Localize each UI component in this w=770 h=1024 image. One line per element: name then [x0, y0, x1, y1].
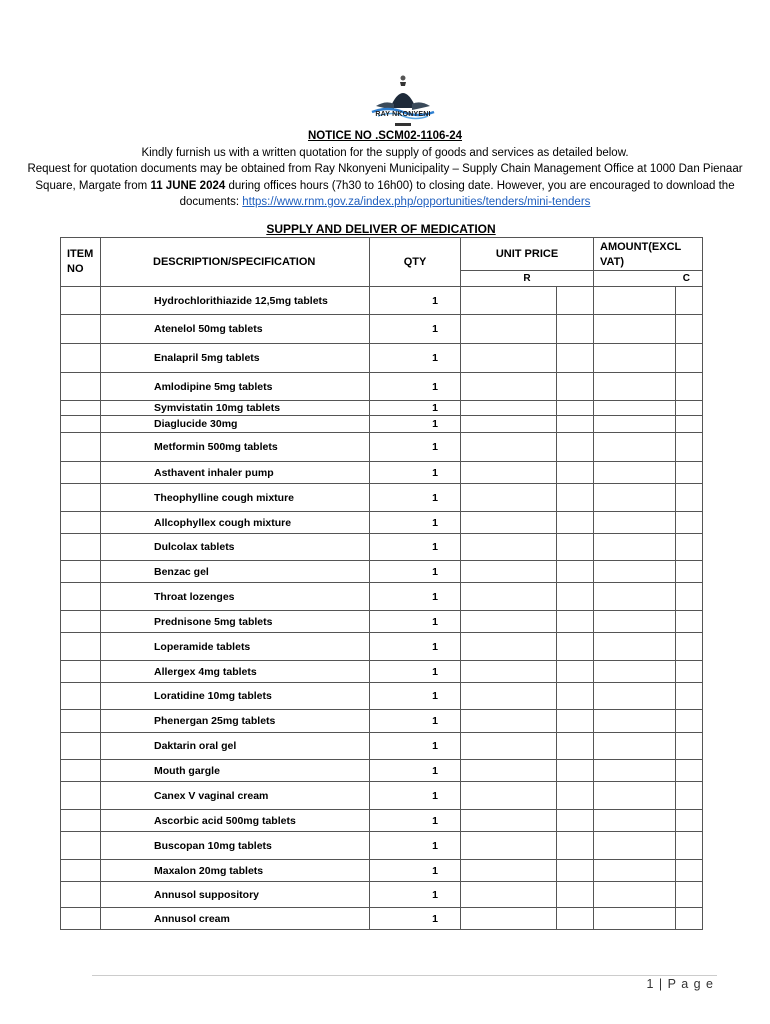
- amount-rand-cell: [594, 373, 676, 401]
- amount-rand-cell: [594, 287, 676, 315]
- description-cell: Hydrochlorithiazide 12,5mg tablets: [101, 287, 370, 315]
- unit-price-rand-cell: [461, 583, 557, 611]
- qty-cell: 1: [370, 534, 461, 561]
- unit-price-rand-cell: [461, 633, 557, 661]
- unit-price-cents-cell: [557, 344, 594, 373]
- description-cell: Daktarin oral gel: [101, 733, 370, 760]
- qty-cell: 1: [370, 583, 461, 611]
- amount-rand-cell: [594, 462, 676, 484]
- unit-price-cents-cell: [557, 561, 594, 583]
- description-cell: Asthavent inhaler pump: [101, 462, 370, 484]
- qty-cell: 1: [370, 484, 461, 512]
- amount-rand-cell: [594, 760, 676, 782]
- unit-price-cents-cell: [557, 416, 594, 433]
- amount-cents-cell: [676, 782, 703, 810]
- notice-number: NOTICE NO .SCM02-1106-24: [307, 130, 463, 142]
- description-cell: Buscopan 10mg tablets: [101, 832, 370, 860]
- qty-cell: 1: [370, 760, 461, 782]
- unit-price-cents-cell: [557, 401, 594, 416]
- unit-price-rand-cell: [461, 611, 557, 633]
- item-no-cell: [61, 683, 101, 710]
- table-row: [61, 733, 703, 760]
- table-row: [61, 882, 703, 908]
- unit-price-cents-cell: [557, 534, 594, 561]
- amount-cents-cell: [676, 810, 703, 832]
- unit-price-cents-cell: [557, 810, 594, 832]
- table-row: [61, 860, 703, 882]
- description-cell: Phenergan 25mg tablets: [101, 710, 370, 733]
- unit-price-rand-cell: [461, 733, 557, 760]
- item-no-cell: [61, 661, 101, 683]
- unit-price-rand-cell: [461, 315, 557, 344]
- item-no-cell: [61, 433, 101, 462]
- table-row: [61, 760, 703, 782]
- qty-cell: 1: [370, 908, 461, 930]
- item-no-cell: [61, 287, 101, 315]
- qty-cell: 1: [370, 611, 461, 633]
- amount-cents-cell: [676, 561, 703, 583]
- unit-price-rand-cell: [461, 561, 557, 583]
- description-cell: Annusol cream: [101, 908, 370, 930]
- amount-cents-cell: [676, 287, 703, 315]
- table-row: [61, 315, 703, 344]
- table-row: [61, 810, 703, 832]
- description-cell: Loperamide tablets: [101, 633, 370, 661]
- description-cell: Prednisone 5mg tablets: [101, 611, 370, 633]
- unit-price-rand-cell: [461, 710, 557, 733]
- table-row: [61, 512, 703, 534]
- unit-price-cents-cell: [557, 782, 594, 810]
- amount-cents-cell: [676, 534, 703, 561]
- qty-cell: 1: [370, 416, 461, 433]
- qty-cell: 1: [370, 433, 461, 462]
- details-text-post: during offices hours (7h30 to 16h00) to closing date. However, you are encouraged to download the documents:: [179, 179, 735, 208]
- table-row: [61, 484, 703, 512]
- item-no-cell: [61, 908, 101, 930]
- amount-rand-cell: [594, 908, 676, 930]
- unit-price-cents-cell: [557, 433, 594, 462]
- logo-text: RAY NKONYENI: [375, 111, 431, 118]
- item-no-cell: [61, 633, 101, 661]
- amount-cents-cell: [676, 760, 703, 782]
- item-no-cell: [61, 561, 101, 583]
- unit-price-cents-cell: [557, 733, 594, 760]
- item-no-cell: [61, 462, 101, 484]
- amount-rand-cell: [594, 315, 676, 344]
- header-description: DESCRIPTION/SPECIFICATION: [101, 238, 370, 287]
- table-row: [61, 683, 703, 710]
- table-row: [61, 832, 703, 860]
- unit-price-rand-cell: [461, 344, 557, 373]
- header-item-no: ITEM NO: [61, 238, 101, 287]
- item-no-cell: [61, 534, 101, 561]
- header-qty: QTY: [370, 238, 461, 287]
- qty-cell: 1: [370, 561, 461, 583]
- qty-cell: 1: [370, 782, 461, 810]
- item-no-cell: [61, 484, 101, 512]
- item-no-cell: [61, 315, 101, 344]
- table-row: [61, 710, 703, 733]
- amount-cents-cell: [676, 315, 703, 344]
- amount-rand-cell: [594, 860, 676, 882]
- amount-rand-cell: [594, 782, 676, 810]
- unit-price-cents-cell: [557, 583, 594, 611]
- item-no-cell: [61, 733, 101, 760]
- amount-cents-cell: [676, 882, 703, 908]
- qty-cell: 1: [370, 287, 461, 315]
- table-row: [61, 583, 703, 611]
- unit-price-cents-cell: [557, 633, 594, 661]
- qty-cell: 1: [370, 512, 461, 534]
- description-cell: Throat lozenges: [101, 583, 370, 611]
- item-no-cell: [61, 860, 101, 882]
- table-row: [61, 462, 703, 484]
- item-no-cell: [61, 373, 101, 401]
- unit-price-rand-cell: [461, 534, 557, 561]
- item-no-cell: [61, 882, 101, 908]
- amount-rand-cell: [594, 401, 676, 416]
- amount-rand-cell: [594, 611, 676, 633]
- unit-price-rand-cell: [461, 433, 557, 462]
- description-cell: Dulcolax tablets: [101, 534, 370, 561]
- unit-price-rand-cell: [461, 661, 557, 683]
- amount-rand-cell: [594, 661, 676, 683]
- amount-rand-cell: [594, 484, 676, 512]
- table-row: [61, 433, 703, 462]
- unit-price-rand-cell: [461, 287, 557, 315]
- qty-cell: 1: [370, 315, 461, 344]
- table-row: [61, 344, 703, 373]
- description-cell: Atenelol 50mg tablets: [101, 315, 370, 344]
- qty-cell: 1: [370, 683, 461, 710]
- medication-table: [60, 237, 703, 930]
- table-row: [61, 611, 703, 633]
- amount-cents-cell: [676, 373, 703, 401]
- table-title: SUPPLY AND DELIVER OF MEDICATION: [266, 222, 496, 236]
- municipality-logo: [368, 72, 438, 128]
- notice-intro: Kindly furnish us with a written quotation for the supply of goods and services as detailed below.: [141, 146, 629, 159]
- table-row: [61, 561, 703, 583]
- unit-price-rand-cell: [461, 832, 557, 860]
- description-cell: Allcophyllex cough mixture: [101, 512, 370, 534]
- unit-price-rand-cell: [461, 401, 557, 416]
- item-no-cell: [61, 401, 101, 416]
- unit-price-cents-cell: [557, 760, 594, 782]
- unit-price-cents-cell: [557, 611, 594, 633]
- amount-cents-cell: [676, 661, 703, 683]
- amount-cents-cell: [676, 633, 703, 661]
- amount-cents-cell: [676, 512, 703, 534]
- description-cell: Mouth gargle: [101, 760, 370, 782]
- table-body: [61, 287, 703, 930]
- amount-rand-cell: [594, 561, 676, 583]
- table-row: [61, 908, 703, 930]
- tenders-link[interactable]: https://www.rnm.gov.za/index.php/opportunities/tenders/mini-tenders: [242, 196, 591, 208]
- description-cell: Annusol suppository: [101, 882, 370, 908]
- amount-rand-cell: [594, 832, 676, 860]
- item-no-cell: [61, 782, 101, 810]
- unit-price-rand-cell: [461, 882, 557, 908]
- description-cell: Loratidine 10mg tablets: [101, 683, 370, 710]
- amount-cents-cell: [676, 908, 703, 930]
- unit-price-cents-cell: [557, 661, 594, 683]
- unit-price-rand-cell: [461, 373, 557, 401]
- unit-price-cents-cell: [557, 373, 594, 401]
- qty-cell: 1: [370, 810, 461, 832]
- description-cell: Diaglucide 30mg: [101, 416, 370, 433]
- description-cell: Amlodipine 5mg tablets: [101, 373, 370, 401]
- amount-cents-cell: [676, 583, 703, 611]
- unit-price-cents-cell: [557, 315, 594, 344]
- page-number: 1 | P a g e: [646, 977, 714, 991]
- unit-price-rand-cell: [461, 484, 557, 512]
- qty-cell: 1: [370, 733, 461, 760]
- qty-cell: 1: [370, 462, 461, 484]
- qty-cell: 1: [370, 882, 461, 908]
- unit-price-rand-cell: [461, 810, 557, 832]
- description-cell: Metformin 500mg tablets: [101, 433, 370, 462]
- amount-rand-cell: [594, 344, 676, 373]
- amount-cents-cell: [676, 860, 703, 882]
- header-unit-price-rand: R: [461, 271, 594, 287]
- amount-cents-cell: [676, 832, 703, 860]
- description-cell: Symvistatin 10mg tablets: [101, 401, 370, 416]
- amount-cents-cell: [676, 484, 703, 512]
- item-no-cell: [61, 810, 101, 832]
- table-row: [61, 661, 703, 683]
- qty-cell: 1: [370, 401, 461, 416]
- item-no-cell: [61, 611, 101, 633]
- amount-cents-cell: [676, 344, 703, 373]
- amount-rand-cell: [594, 512, 676, 534]
- qty-cell: 1: [370, 344, 461, 373]
- unit-price-rand-cell: [461, 512, 557, 534]
- table-row: [61, 633, 703, 661]
- unit-price-cents-cell: [557, 860, 594, 882]
- item-no-cell: [61, 583, 101, 611]
- amount-rand-cell: [594, 683, 676, 710]
- details-text-pre: Request for quotation documents may be obtained from Ray Nkonyeni Municipality – Supply Chain Management Office at 1000 Dan Pienaar Square, Margate from: [27, 163, 743, 192]
- table-row: [61, 373, 703, 401]
- item-no-cell: [61, 344, 101, 373]
- amount-rand-cell: [594, 534, 676, 561]
- amount-rand-cell: [594, 433, 676, 462]
- item-no-cell: [61, 832, 101, 860]
- description-cell: Benzac gel: [101, 561, 370, 583]
- amount-rand-cell: [594, 882, 676, 908]
- unit-price-cents-cell: [557, 462, 594, 484]
- table-row: [61, 416, 703, 433]
- amount-rand-cell: [594, 733, 676, 760]
- header-amount-cents: C: [594, 271, 703, 287]
- item-no-cell: [61, 416, 101, 433]
- header-amount: AMOUNT(EXCL VAT): [594, 238, 703, 271]
- table-row: [61, 287, 703, 315]
- unit-price-cents-cell: [557, 287, 594, 315]
- unit-price-rand-cell: [461, 908, 557, 930]
- unit-price-cents-cell: [557, 908, 594, 930]
- unit-price-rand-cell: [461, 860, 557, 882]
- amount-cents-cell: [676, 611, 703, 633]
- table-row: [61, 401, 703, 416]
- description-cell: Canex V vaginal cream: [101, 782, 370, 810]
- description-cell: Allergex 4mg tablets: [101, 661, 370, 683]
- description-cell: Theophylline cough mixture: [101, 484, 370, 512]
- item-no-cell: [61, 710, 101, 733]
- description-cell: Maxalon 20mg tablets: [101, 860, 370, 882]
- item-no-cell: [61, 512, 101, 534]
- amount-cents-cell: [676, 416, 703, 433]
- notice-details: [20, 161, 750, 211]
- amount-cents-cell: [676, 462, 703, 484]
- footer-divider: [92, 975, 717, 976]
- amount-cents-cell: [676, 401, 703, 416]
- qty-cell: 1: [370, 373, 461, 401]
- table-row: [61, 534, 703, 561]
- amount-rand-cell: [594, 710, 676, 733]
- unit-price-cents-cell: [557, 710, 594, 733]
- amount-cents-cell: [676, 710, 703, 733]
- qty-cell: 1: [370, 832, 461, 860]
- amount-cents-cell: [676, 433, 703, 462]
- qty-cell: 1: [370, 633, 461, 661]
- qty-cell: 1: [370, 710, 461, 733]
- unit-price-cents-cell: [557, 832, 594, 860]
- open-date: 11 JUNE 2024: [150, 179, 226, 192]
- header-unit-price: UNIT PRICE: [461, 238, 594, 271]
- unit-price-rand-cell: [461, 683, 557, 710]
- amount-rand-cell: [594, 810, 676, 832]
- amount-cents-cell: [676, 733, 703, 760]
- unit-price-cents-cell: [557, 882, 594, 908]
- qty-cell: 1: [370, 661, 461, 683]
- amount-rand-cell: [594, 633, 676, 661]
- notice-header: [20, 128, 750, 211]
- unit-price-cents-cell: [557, 484, 594, 512]
- unit-price-rand-cell: [461, 760, 557, 782]
- amount-cents-cell: [676, 683, 703, 710]
- unit-price-cents-cell: [557, 683, 594, 710]
- description-cell: Ascorbic acid 500mg tablets: [101, 810, 370, 832]
- description-cell: Enalapril 5mg tablets: [101, 344, 370, 373]
- unit-price-cents-cell: [557, 512, 594, 534]
- qty-cell: 1: [370, 860, 461, 882]
- amount-rand-cell: [594, 416, 676, 433]
- unit-price-rand-cell: [461, 782, 557, 810]
- unit-price-rand-cell: [461, 416, 557, 433]
- amount-rand-cell: [594, 583, 676, 611]
- table-row: [61, 782, 703, 810]
- unit-price-rand-cell: [461, 462, 557, 484]
- item-no-cell: [61, 760, 101, 782]
